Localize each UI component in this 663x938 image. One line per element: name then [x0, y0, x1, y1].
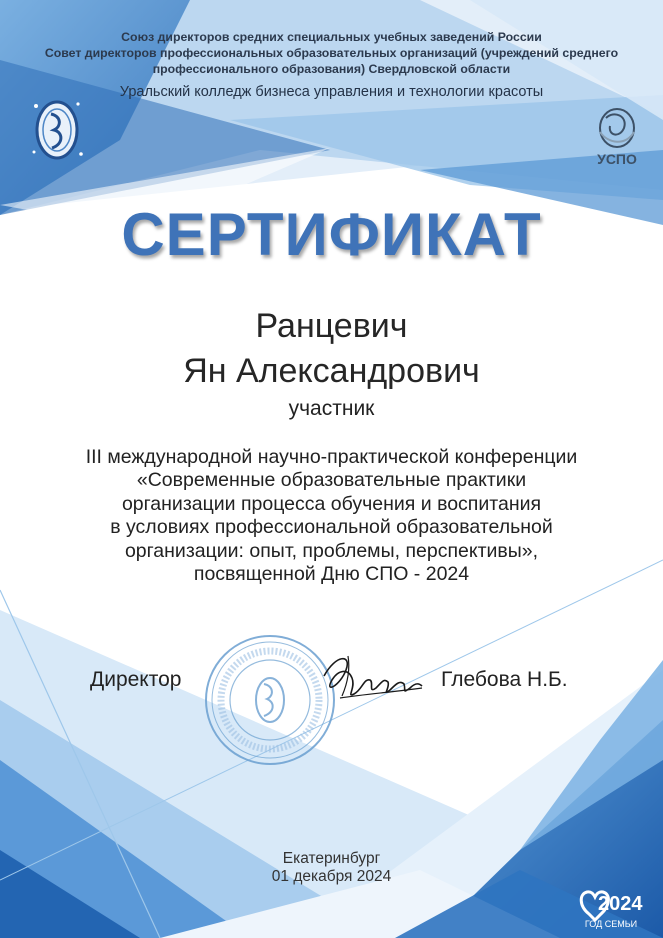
- issue-date: 01 декабря 2024: [271, 868, 392, 885]
- handwritten-signature: [318, 648, 428, 720]
- conference-description: [20, 446, 643, 586]
- year-of-family-logo-icon: [577, 884, 651, 932]
- body-line: посвященной Дню СПО - 2024: [193, 563, 470, 586]
- year-badge-number: 2024: [598, 893, 643, 915]
- college-logo-icon: [26, 94, 88, 164]
- body-line: III международной научно-практической конференции: [85, 446, 578, 468]
- body-line: в условиях профессиональной образовательной: [110, 516, 553, 539]
- body-line: «Современные образовательные практики: [136, 469, 527, 492]
- certificate-title: СЕРТИФИКАТ: [121, 201, 542, 268]
- recipient-surname: Ранцевич: [255, 307, 408, 345]
- director-position: Директор: [90, 668, 182, 691]
- uspo-logo-text: УСПО: [597, 151, 637, 167]
- recipient-role: участник: [288, 397, 375, 420]
- council-name-line1: Совет директоров профессиональных образовательных организаций (учреждений среднего: [44, 46, 619, 60]
- director-name: Глебова Н.Б.: [441, 668, 568, 691]
- union-name: Союз директоров средних специальных учебных заведений России: [121, 30, 542, 44]
- recipient-given-names: Ян Александрович: [183, 352, 480, 390]
- body-line: организации: опыт, проблемы, перспективы»,: [124, 539, 539, 562]
- body-line: организации процесса обучения и воспитания: [121, 492, 542, 515]
- year-badge-caption: ГОД СЕМЬИ: [584, 919, 638, 929]
- college-name: Уральский колледж бизнеса управления и технологии красоты: [119, 84, 544, 100]
- issue-city: Екатеринбург: [282, 850, 381, 867]
- council-name-line2: профессионального образования) Свердловской области: [152, 62, 511, 76]
- uspo-logo-icon: [586, 102, 648, 172]
